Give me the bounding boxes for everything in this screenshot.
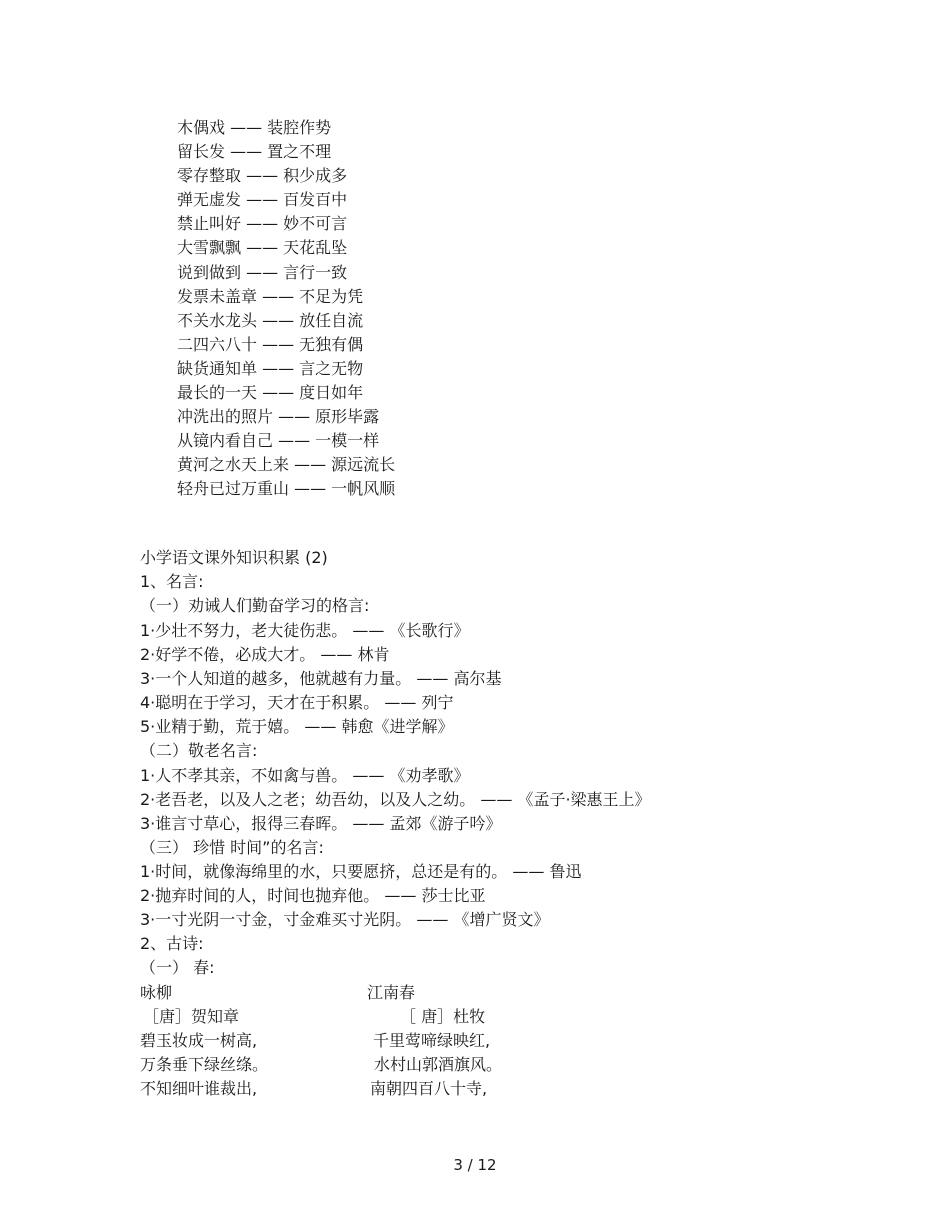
idiom-line: 轻舟已过万重山 —— 一帆风顺 — [177, 479, 396, 499]
poem-title-left: 咏柳 — [140, 983, 173, 1002]
quote-line: 4·聪明在于学习，天才在于积累。 —— 列宁 — [140, 693, 454, 712]
poem-line-left: 碧玉妆成一树高, — [140, 1031, 258, 1050]
heading-poems: 2、古诗: — [140, 934, 204, 953]
idiom-line: 从镜内看自己 —— 一模一样 — [177, 431, 380, 451]
quote-line: 3·一寸光阴一寸金，寸金难买寸光阴。 —— 《增广贤文》 — [140, 910, 550, 929]
section-title: 小学语文课外知识积累 (2) — [140, 548, 328, 567]
poem-title-right: 江南春 — [367, 983, 416, 1002]
poem-author-left: ［唐］贺知章 — [143, 1007, 240, 1026]
heading-quotes: 1、名言: — [140, 572, 204, 591]
idiom-line: 禁止叫好 —— 妙不可言 — [177, 214, 348, 234]
quote-line: 3·谁言寸草心，报得三春晖。 —— 孟郊《游子吟》 — [140, 814, 502, 833]
idiom-line: 缺货通知单 —— 言之无物 — [177, 358, 364, 378]
quote-line: 2·好学不倦，必成大才。 —— 林肯 — [140, 645, 390, 664]
subheading-study: （一）劝诫人们勤奋学习的格言: — [140, 596, 370, 615]
quote-line: 1·少壮不努力，老大徒伤悲。 —— 《长歌行》 — [140, 621, 470, 640]
idiom-line: 发票未盖章 —— 不足为凭 — [177, 286, 364, 306]
idiom-line: 木偶戏 —— 装腔作势 — [177, 118, 332, 137]
idiom-line: 黄河之水天上来 —— 源远流长 — [177, 455, 396, 475]
quote-line: 5·业精于勤，荒于嬉。 —— 韩愈《进学解》 — [140, 717, 454, 736]
idiom-line: 留长发 —— 置之不理 — [177, 142, 332, 162]
page-number: 3 / 12 — [453, 1156, 497, 1174]
idiom-line: 二四六八十 —— 无独有偶 — [177, 334, 364, 354]
quote-line: 3·一个人知道的越多，他就越有力量。 —— 高尔基 — [140, 669, 502, 688]
idiom-list — [177, 116, 395, 502]
poem-line-left: 不知细叶谁裁出, — [140, 1079, 258, 1098]
quote-line: 2·老吾老，以及人之老；幼吾幼，以及人之幼。 —— 《孟子·梁惠王上》 — [140, 790, 651, 809]
poem-line-right: 水村山郭酒旗风。 — [374, 1055, 503, 1074]
poem-author-right: ［ 唐］杜牧 — [400, 1007, 486, 1026]
idiom-line: 不关水龙头 —— 放任自流 — [177, 310, 364, 330]
idiom-line: 冲洗出的照片 —— 原形毕露 — [177, 407, 380, 427]
idiom-line: 零存整取 —— 积少成多 — [177, 166, 348, 186]
subheading-spring: （一） 春: — [140, 958, 215, 977]
poem-line-right: 千里莺啼绿映红, — [373, 1031, 491, 1050]
idiom-line: 最长的一天 —— 度日如年 — [177, 383, 364, 403]
idiom-line: 大雪飘飘 —— 天花乱坠 — [177, 238, 348, 258]
idiom-line: 说到做到 —— 言行一致 — [177, 262, 348, 282]
quote-line: 1·时间，就像海绵里的水，只要愿挤，总还是有的。 —— 鲁迅 — [140, 862, 582, 881]
idiom-line: 弹无虚发 —— 百发百中 — [177, 190, 348, 210]
quote-line: 2·抛弃时间的人，时间也抛弃他。 —— 莎士比亚 — [140, 886, 486, 905]
subheading-elders: （二）敬老名言: — [140, 741, 258, 760]
poem-line-left: 万条垂下绿丝绦。 — [140, 1055, 269, 1074]
quote-line: 1·人不孝其亲，不如禽与兽。 —— 《劝孝歌》 — [140, 766, 470, 785]
poem-line-right: 南朝四百八十寺, — [370, 1079, 488, 1098]
subheading-time: （三） 珍惜 时间”的名言: — [140, 838, 324, 857]
